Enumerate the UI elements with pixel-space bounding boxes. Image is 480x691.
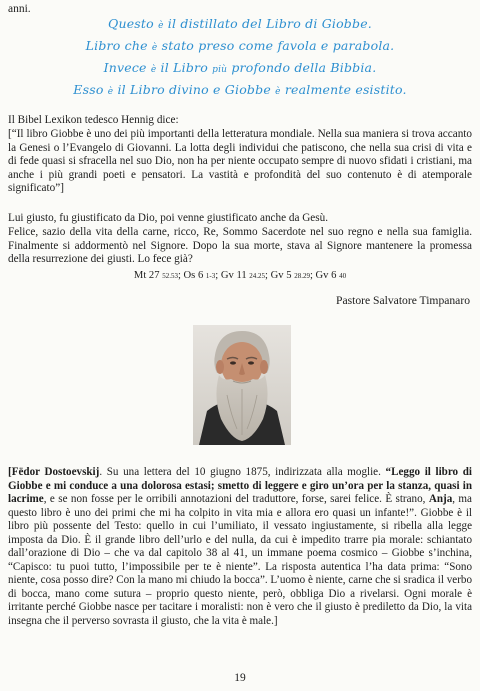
lexikon-intro: Il Bibel Lexikon tedesco Hennig dice: [8,114,179,126]
anja-name: Anja [428,493,453,505]
portrait-photo [193,325,291,445]
top-text: anni. [8,3,31,15]
poem-block [0,14,480,102]
signature: Pastore Salvatore Timpanaro [336,294,470,307]
paragraph-line-1: Lui giusto, fu giustificato da Dio, poi venne giustificato anche da Gesù. [8,212,329,224]
dostoevskij-paragraph: [Fëdor Dostoevskij. Su una lettera del 10 giugno 1875, indirizzata alla moglie. “Leggo il libro di Giobbe e mi conduce a una dolorosa estasi; smetto di leggere e giro un’ora per la stanza, quasi in lacrime, e se non fosse per le orribili annotazioni del traduttore, forse, sarei felice. È strano, Anja, ma questo libro è uno dei primi che mi ha colpito in vita mia e allora ero quasi un infante!”. Giobbe è il libro più possente del Testo: quello in cui l’umiliato, il vessato ingiustamente, si ribella alla legge imposta da Dio. È il grande libro dell’urlo e del nulla, da cui è impedito trarre pia morale: schiantato dall’orazione di Dio – che va dal capitolo 38 al 41, un immane poema cosmico – Giobbe s’inchina, “Capisco: tu puoi tutto, l’impossibile per te è niente”. La risposta autentica l’ha data prima: “Sono niente, cosa posso dire? Con la mano mi chiudo la bocca”. L’uomo è niente, carne che si sradica il verbo di bocca, mano come sutura – proprio questo niente, però, obbliga Dio a rivelarsi. Ogni morale è irritante perché Giobbe nasce per tacitare i moralisti: non è vero che il giusto è prediletto da Dio, la vita insegna che il perverso sovrasta il giusto, che la vita è male.] [8,466,473,627]
page-number: 19 [234,672,246,684]
poem-line-4: Esso è il Libro divino e Giobbe è realmente esistito. [73,82,407,97]
poem-line-2: Libro che è stato preso come favola e parabola. [85,38,395,53]
lexikon-quote: [“Il libro Giobbe è uno dei più importanti della letteratura mondiale. Nella sua maniera si trova accanto la Genesi o l’Evangelo di Giovanni. La lotta degli individui che patiscono, che nella sua crisi di vita e di fede quasi si sfracella nel suo Dio, non ha per niente occupato sempre di nuovo sfidati i cristiani, ma anche i più grandi poeti e pensatori. La vastità e profondità del suo contenuto è di atemporale significato”] [8,128,472,195]
poem-line-3: Invece è il Libro più profondo della Bibbia. [103,60,377,75]
paragraph-body: Felice, sazio della vita della carne, ricco, Re, Sommo Sacerdote nel suo regno e nella sua famiglia. Finalmente si addormentò nel Signore. Dopo la sua morte, stava al Signore mantenere la promessa della resurrezione dei giusti. Lo fece già? [8,226,472,266]
author-name: [Fëdor Dostoevskij [8,466,100,478]
poem-line-1: Questo è il distillato del Libro di Giobbe. [108,16,372,31]
scripture-references: Mt 27 52.53; Os 6 1-3; Gv 11 24.25; Gv 5 28.29; Gv 6 40 [133,270,347,281]
quote-bold: “Leggo il libro di Giobbe e mi conduce a una dolorosa estasi; smetto di leggere e giro un’ora per la stanza, quasi in lacrime [8,466,473,505]
